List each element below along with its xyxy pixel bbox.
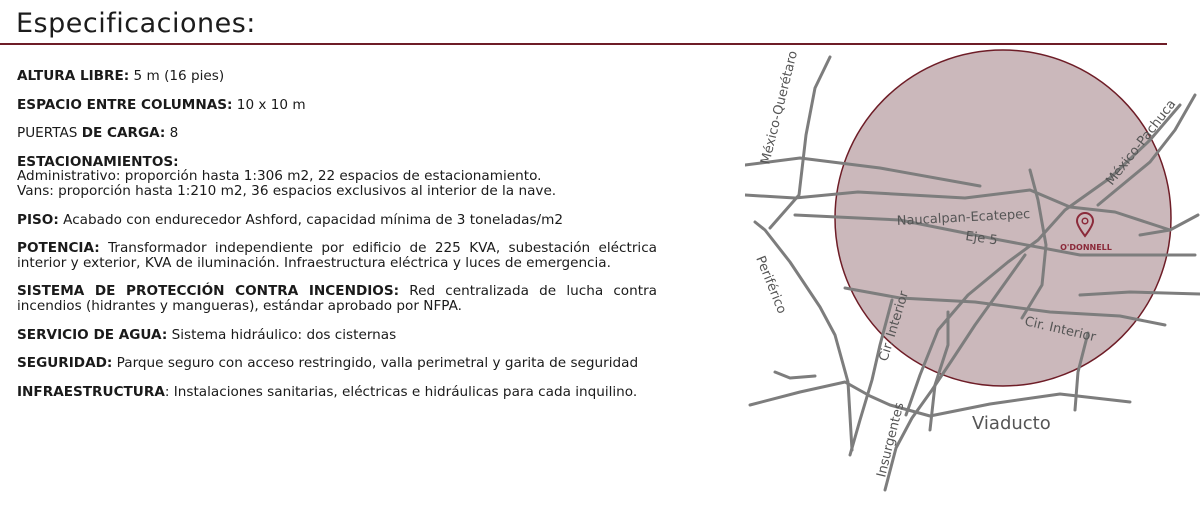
spec-label: INFRAESTRUCTURA bbox=[17, 383, 165, 400]
label-mexico-pachuca: México-Pachuca bbox=[1103, 97, 1180, 189]
spec-value: Transformador independiente por edificio de 225 KVA, subestación eléctrica interior y exterior, KVA de iluminación. Infraestructura eléctrica y luces de emergencia. bbox=[17, 240, 657, 271]
spec-label: DE CARGA: bbox=[81, 125, 166, 142]
spec-value: Sistema hidráulico: dos cisternas bbox=[167, 326, 397, 343]
page-title: Especificaciones: bbox=[16, 8, 256, 39]
label-cir-interior-left: Cir. Interior bbox=[876, 289, 913, 364]
spec-value: 10 x 10 m bbox=[232, 96, 306, 113]
spec-infraestructura bbox=[17, 385, 657, 400]
location-label: O'DONNELL bbox=[1060, 243, 1112, 252]
spec-label: SISTEMA DE PROTECCIÓN CONTRA INCENDIOS: bbox=[17, 283, 400, 300]
spec-servicio-agua bbox=[17, 328, 657, 343]
spec-espacio-columnas bbox=[17, 98, 657, 113]
spec-label: PISO: bbox=[17, 211, 59, 228]
spec-value: : Instalaciones sanitarias, eléctricas e hidráulicas para cada inquilino. bbox=[164, 383, 638, 400]
spec-label: ESTACIONAMIENTOS: bbox=[17, 153, 179, 170]
label-periferico: Periférico bbox=[752, 253, 790, 317]
label-eje-5: Eje 5 bbox=[964, 229, 999, 249]
spec-estacionamientos bbox=[17, 155, 657, 199]
spec-seguridad bbox=[17, 356, 657, 371]
road-periferico bbox=[755, 222, 852, 450]
specifications-list bbox=[17, 69, 657, 413]
spec-value-administrativo: Administrativo: proporción hasta 1:306 m2, 22 espacios de estacionamiento. bbox=[17, 168, 542, 185]
spec-piso bbox=[17, 213, 657, 228]
spec-value: Acabado con endurecedor Ashford, capacidad mínima de 3 toneladas/m2 bbox=[58, 211, 563, 228]
spec-label: ALTURA LIBRE: bbox=[17, 68, 130, 84]
spec-prefix: PUERTAS bbox=[17, 125, 82, 142]
spec-altura-libre bbox=[17, 69, 657, 84]
label-viaducto: Viaducto bbox=[972, 413, 1051, 434]
spec-value: 8 bbox=[165, 125, 179, 142]
label-insurgentes: Insurgentes bbox=[874, 401, 908, 479]
road-viaducto bbox=[750, 382, 1130, 416]
label-mexico-queretaro: México-Querétaro bbox=[758, 49, 802, 166]
spec-value: Red centralizada de lucha contra incendios (hidrantes y mangueras), estándar aprobado por NFPA. bbox=[17, 283, 657, 314]
spec-value-vans: Vans: proporción hasta 1:210 m2, 36 espacios exclusivos al interior de la nave. bbox=[17, 182, 557, 199]
spec-potencia bbox=[17, 241, 657, 270]
spec-value: Parque seguro con acceso restringido, valla perimetral y garita de seguridad bbox=[112, 355, 639, 372]
spec-label: SEGURIDAD: bbox=[17, 355, 113, 372]
spec-sistema-incendios bbox=[17, 284, 657, 313]
spec-label: ESPACIO ENTRE COLUMNAS: bbox=[17, 96, 233, 113]
spec-value: 5 m (16 pies) bbox=[129, 68, 225, 84]
road-southwest bbox=[775, 372, 815, 378]
label-naucalpan-ecatepec: Naucalpan-Ecatepec bbox=[896, 207, 1031, 229]
location-map bbox=[745, 45, 1200, 507]
spec-puertas-carga bbox=[17, 126, 657, 141]
spec-label: SERVICIO DE AGUA: bbox=[17, 326, 168, 343]
label-cir-interior-right: Cir. Interior bbox=[1023, 314, 1098, 346]
spec-label: POTENCIA: bbox=[17, 240, 100, 257]
